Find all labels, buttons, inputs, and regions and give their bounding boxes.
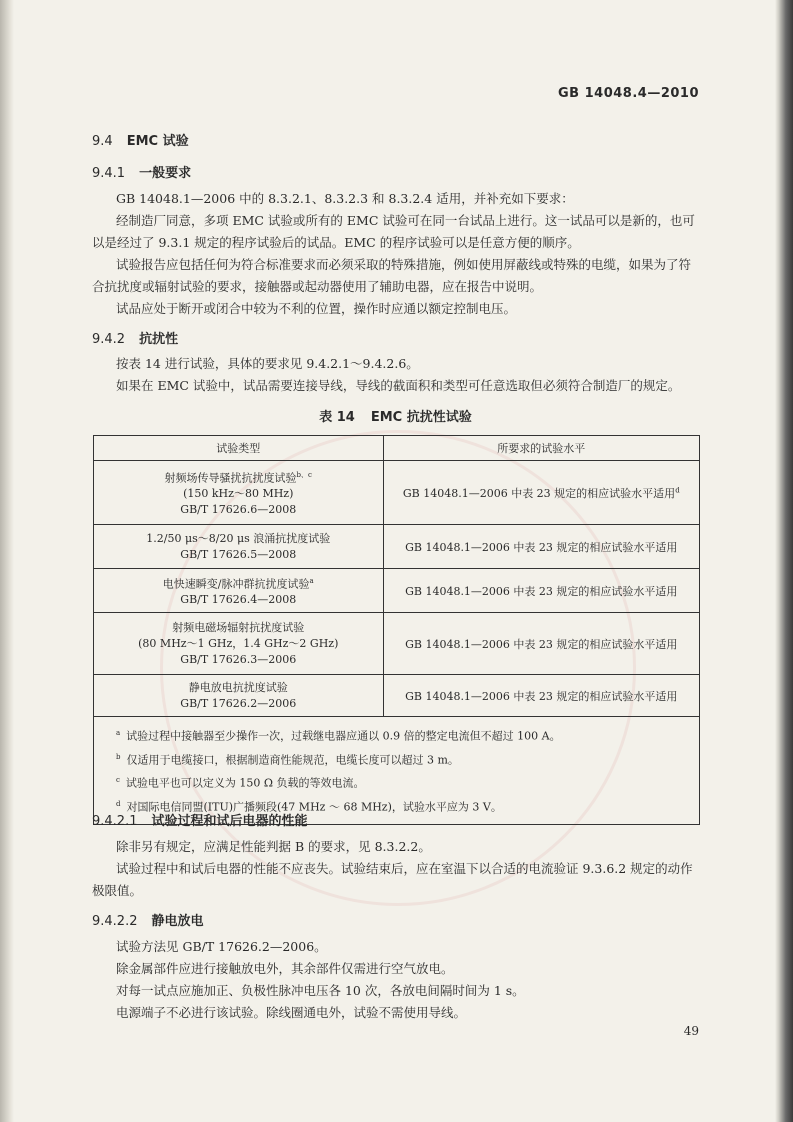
- table-row: [94, 569, 700, 613]
- test-level-cell: GB 14048.1—2006 中表 23 规定的相应试验水平适用: [383, 525, 699, 569]
- paragraph-12: 电源端子不必进行该试验。除线圈通电外，试验不需使用导线。: [116, 1005, 467, 1020]
- page-edge-shadow: [775, 0, 793, 1122]
- paragraph-10: 除金属部件应进行接触放电外，其余部件仅需进行空气放电。: [116, 961, 454, 976]
- table-header-row: [94, 436, 700, 461]
- paragraph-7: 除非另有规定，应满足性能判据 B 的要求，见 8.3.2.2。: [116, 839, 431, 854]
- header-test-type: 试验类型: [94, 436, 384, 461]
- section-9-4-heading: 9.4 EMC 试验: [92, 134, 189, 149]
- paragraph-4: 试品应处于断开或闭合中较为不利的位置，操作时应通以额定控制电压。: [116, 301, 517, 316]
- page-number: 49: [683, 1024, 699, 1038]
- footnote-d: $^d$ 对国际电信同盟(ITU)广播频段(47 MHz ～ 68 MHz)，试验水平应为 3 V。: [116, 799, 502, 814]
- table-row: [94, 675, 700, 717]
- section-9-4-2-heading: 9.4.2 抗扰性: [92, 332, 179, 347]
- header-test-level: 所要求的试验水平: [383, 436, 699, 461]
- test-type-cell: 1.2/50 μs～8/20 μs 浪涌抗扰度试验 GB/T 17626.5—2008: [94, 525, 384, 569]
- table-notes-row: [94, 717, 700, 825]
- section-9-4-2-2-heading: 9.4.2.2 静电放电: [92, 914, 204, 929]
- table-row: [94, 525, 700, 569]
- footnote-c: $^c$ 试验电平也可以定义为 150 Ω 负载的等效电流。: [116, 776, 365, 790]
- table-14-caption: 表 14 EMC 抗扰性试验: [319, 410, 472, 425]
- paragraph-8: 试验过程中和试后电器的性能不应丧失。试验结束后，应在室温下以合适的电流验证 9.3.6.2 规定的动作极限值。: [92, 861, 693, 898]
- emc-immunity-table: [93, 435, 700, 825]
- test-level-cell: GB 14048.1—2006 中表 23 规定的相应试验水平适用: [383, 613, 699, 675]
- test-type-cell: 射频场传导骚扰抗扰度试验$^{b、c}$ (150 kHz～80 MHz) GB/T 17626.6—2008: [94, 461, 384, 525]
- page-spine-shadow: [0, 0, 14, 1122]
- table-footnotes: [94, 717, 700, 825]
- section-9-4-1-heading: 9.4.1 一般要求: [92, 166, 192, 181]
- paragraph-2: 经制造厂同意，多项 EMC 试验或所有的 EMC 试验可在同一台试品上进行。这一试品可以是新的，也可以是经过了 9.3.1 规定的程序试验后的试品。EMC 的程序试验可以是任意方便的顺序。: [92, 213, 695, 250]
- table-row: [94, 613, 700, 675]
- test-level-cell: GB 14048.1—2006 中表 23 规定的相应试验水平适用: [383, 569, 699, 613]
- test-type-cell: 电快速瞬变/脉冲群抗扰度试验$^a$ GB/T 17626.4—2008: [94, 569, 384, 613]
- section-9-4-2-1-heading: 9.4.2.1 试验过程和试后电器的性能: [92, 814, 308, 829]
- paragraph-5: 按表 14 进行试验，具体的要求见 9.4.2.1～9.4.2.6。: [116, 356, 419, 371]
- footnote-a: $^a$ 试验过程中接触器至少操作一次，过载继电器应通以 0.9 倍的整定电流但不超过 100 A。: [116, 729, 561, 743]
- test-type-cell: 静电放电抗扰度试验 GB/T 17626.2—2006: [94, 675, 384, 717]
- test-level-cell: GB 14048.1—2006 中表 23 规定的相应试验水平适用: [383, 675, 699, 717]
- footnote-b: $^b$ 仅适用于电缆接口，根据制造商性能规范，电缆长度可以超过 3 m。: [116, 752, 459, 767]
- standard-number-header: GB 14048.4—2010: [558, 86, 699, 101]
- paragraph-1: GB 14048.1—2006 中的 8.3.2.1、8.3.2.3 和 8.3.2.4 适用，并补充如下要求：: [116, 191, 574, 206]
- paragraph-9: 试验方法见 GB/T 17626.2—2006。: [116, 939, 327, 954]
- table-row: [94, 461, 700, 525]
- paragraph-3: 试验报告应包括任何为符合标准要求而必须采取的特殊措施，例如使用屏蔽线或特殊的电缆，如果为了符合抗扰度或辐射试验的要求，接触器或起动器使用了辅助电器，应在报告中说明。: [92, 257, 692, 294]
- test-level-cell: GB 14048.1—2006 中表 23 规定的相应试验水平适用$^d$: [383, 461, 699, 525]
- test-type-cell: 射频电磁场辐射抗扰度试验 (80 MHz～1 GHz，1.4 GHz～2 GHz) GB/T 17626.3—2006: [94, 613, 384, 675]
- paragraph-11: 对每一试点应施加正、负极性脉冲电压各 10 次，各放电间隔时间为 1 s。: [116, 983, 525, 998]
- paragraph-6: 如果在 EMC 试验中，试品需要连接导线，导线的截面积和类型可任意选取但必须符合制造厂的规定。: [116, 378, 681, 393]
